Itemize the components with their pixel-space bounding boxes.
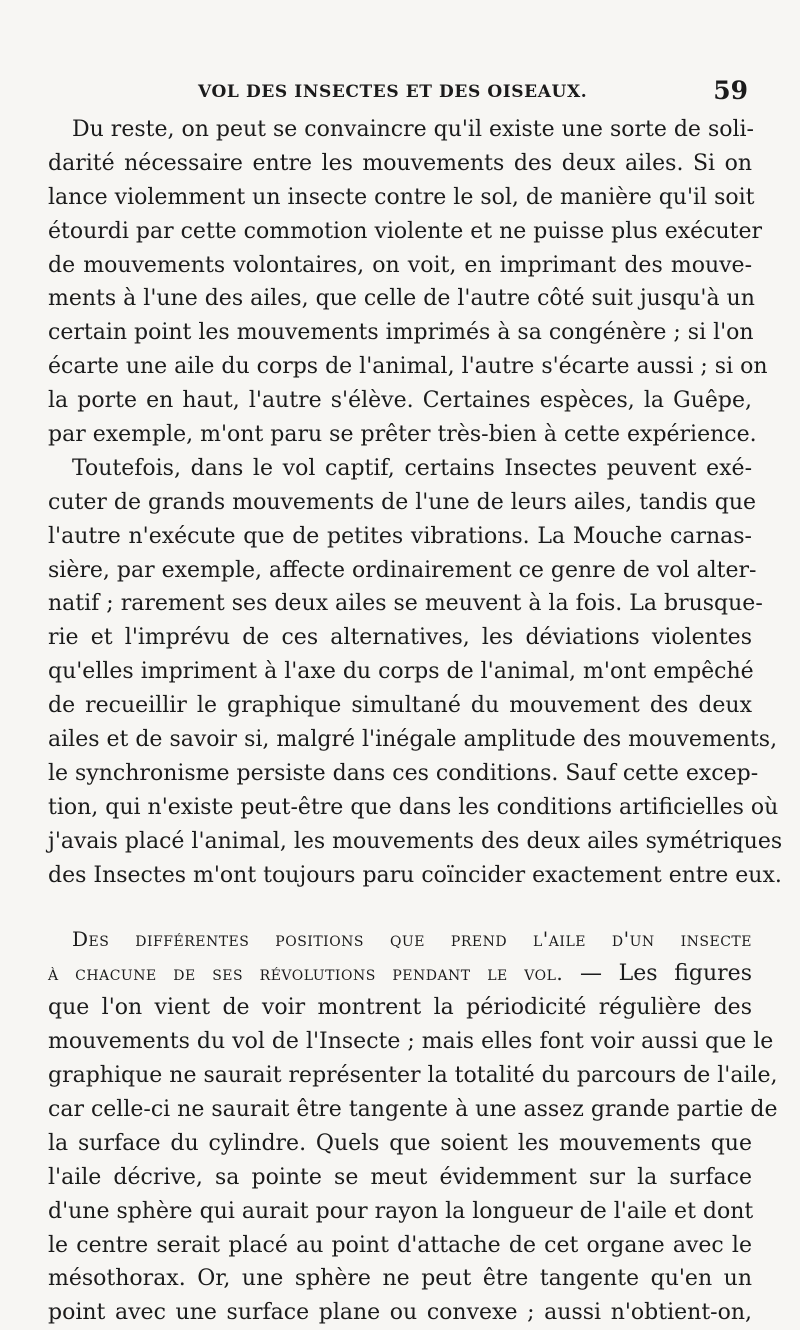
text-line: car celle-ci ne saurait être tangente à une assez grande partie de	[48, 1096, 778, 1122]
text-line: la surface du cylindre. Quels que soient les mouvements que	[48, 1130, 752, 1156]
body-text	[48, 113, 783, 1330]
text-line: de recueillir le graphique simultané du mouvement des deux	[48, 693, 752, 719]
text-line: mouvements du vol de l'Insecte ; mais elles font voir aussi que le	[48, 1029, 774, 1055]
text-line: des Insectes m'ont toujours paru coïncider exactement entre eux.	[48, 862, 782, 888]
paragraph-3	[48, 991, 778, 1330]
section-heading	[48, 923, 752, 991]
text-line: rie et l'imprévu de ces alternatives, les déviations violentes	[48, 625, 752, 651]
text-line: mésothorax. Or, une sphère ne peut être tangente qu'en un	[48, 1266, 752, 1292]
text-line: par exemple, m'ont paru se prêter très-bien à cette expérience.	[48, 422, 757, 448]
text-line: écarte une aile du corps de l'animal, l'autre s'écarte aussi ; si on	[48, 354, 768, 380]
text-line: qu'elles impriment à l'axe du corps de l'animal, m'ont empêché	[48, 659, 754, 685]
text-line: Du reste, on peut se convaincre qu'il existe une sorte de soli-	[72, 117, 754, 142]
running-head	[48, 76, 748, 112]
section-heading-title-end: à chacune de ses révolutions pendant le vol.	[48, 961, 564, 986]
section-heading-text-start: — Les figures	[563, 961, 752, 987]
text-line: lance violemment un insecte contre le sol, de manière qu'il soit	[48, 184, 755, 210]
running-head-title: VOL DES INSECTES ET DES OISEAUX.	[198, 82, 588, 102]
paragraph-1	[48, 113, 768, 452]
text-line: l'aile décrive, sa pointe se meut évidemment sur la surface	[48, 1164, 752, 1190]
text-line: certain point les mouvements imprimés à sa congénère ; si l'on	[48, 320, 754, 346]
text-line: d'une sphère qui aurait pour rayon la longueur de l'aile et dont	[48, 1198, 754, 1224]
text-line: ments à l'une des ailes, que celle de l'autre côté suit jusqu'à un	[48, 286, 755, 312]
text-line: le synchronisme persiste dans ces conditions. Sauf cette excep-	[48, 760, 759, 786]
text-line: tion, qui n'existe peut-être que dans les conditions artificielles où	[48, 794, 779, 820]
text-line: darité nécessaire entre les mouvements des deux ailes. Si on	[48, 150, 752, 176]
text-line: Toutefois, dans le vol captif, certains Insectes peuvent exé-	[72, 455, 752, 481]
text-line: sière, par exemple, affecte ordinairement ce genre de vol alter-	[48, 557, 757, 583]
section-heading-line-2	[48, 957, 752, 991]
text-line: ailes et de savoir si, malgré l'inégale amplitude des mouvements,	[48, 727, 778, 753]
section-heading-line-1: Des différentes positions que prend l'aile d'un insecte	[72, 927, 752, 952]
text-line: étourdi par cette commotion violente et ne puisse plus exécuter	[48, 218, 763, 244]
text-line: que l'on vient de voir montrent la périodicité régulière des	[48, 995, 752, 1021]
text-line: natif ; rarement ses deux ailes se meuvent à la fois. La brusque-	[48, 591, 763, 617]
text-line: graphique ne saurait représenter la totalité du parcours de l'aile,	[48, 1063, 778, 1089]
text-line: la porte en haut, l'autre s'élève. Certaines espèces, la Guêpe,	[48, 388, 752, 414]
paragraph-2	[48, 452, 783, 893]
text-line: point avec une surface plane ou convexe ; aussi n'obtient-on,	[48, 1300, 752, 1326]
text-line: j'avais placé l'animal, les mouvements des deux ailes symétriques	[48, 828, 783, 854]
text-line: de mouvements volontaires, on voit, en imprimant des mouve-	[48, 252, 752, 278]
text-line: cuter de grands mouvements de l'une de leurs ailes, tandis que	[48, 489, 757, 515]
text-line: l'autre n'exécute que de petites vibrations. La Mouche carnas-	[48, 523, 752, 549]
section-gap	[48, 892, 752, 923]
page-number: 59	[713, 76, 748, 105]
text-line: le centre serait placé au point d'attache de cet organe avec le	[48, 1232, 752, 1258]
